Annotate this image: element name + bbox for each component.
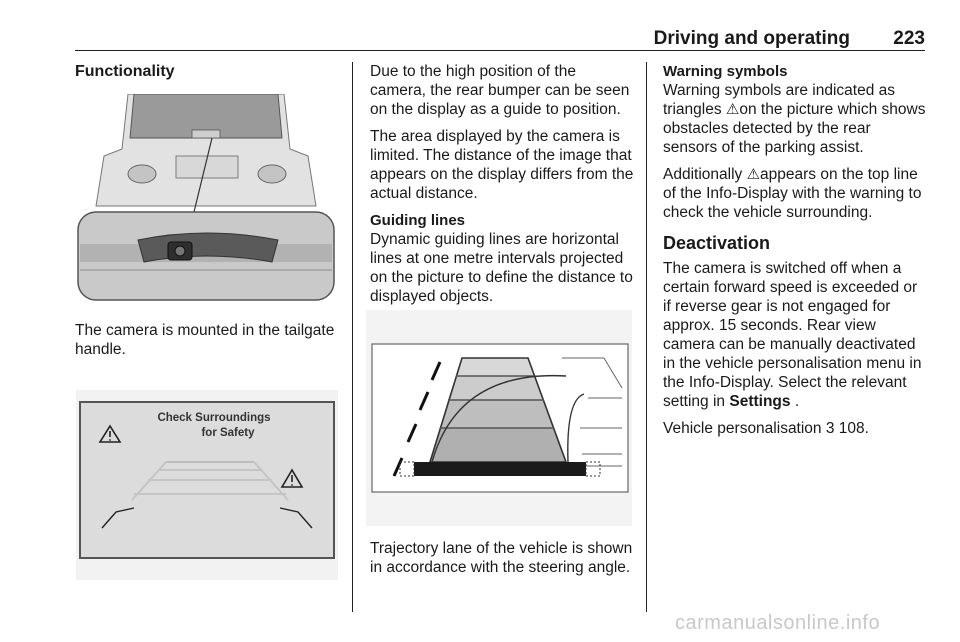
column-1 bbox=[75, 62, 345, 87]
header-rule bbox=[75, 50, 925, 51]
crossref-paragraph: Vehicle personalisation 3 108. bbox=[663, 420, 869, 437]
column-divider-2 bbox=[646, 62, 647, 612]
guiding-lines-heading: Guiding lines bbox=[370, 212, 466, 229]
display-warning-figure bbox=[76, 390, 338, 580]
page-number: 223 bbox=[893, 28, 925, 49]
warning-symbols-paragraph: Warning symbols are indicated as triangles ⚠on the picture which shows obstacles detected by the rear sensors of the parking assist. bbox=[663, 82, 926, 156]
column-2 bbox=[370, 62, 636, 314]
column-1-caption bbox=[75, 321, 345, 367]
trajectory-caption: Trajectory lane of the vehicle is shown in accordance with the steering angle. bbox=[370, 540, 633, 576]
settings-label: Settings bbox=[729, 393, 791, 410]
bumper-paragraph: Due to the high position of the camera, the rear bumper can be seen on the display as a guide to position. bbox=[370, 63, 630, 118]
screen-line-2: for Safety bbox=[201, 427, 255, 439]
deactivation-paragraph: The camera is switched off when a certain forward speed is exceeded or if reverse gear is not engaged for approx. 15 seconds. Rear view camera can be manually deactivated in the vehicle personalisation menu in the Info-Display. Select the relevant setting in Settings . bbox=[663, 260, 922, 410]
header-title: Driving and operating bbox=[653, 28, 850, 49]
guiding-lines-paragraph: Dynamic guiding lines are horizontal lines at one metre intervals projected on the picture to define the distance to displayed objects. bbox=[370, 231, 633, 305]
column-2-caption bbox=[370, 539, 636, 585]
warning-triangle-icon: ⚠ bbox=[746, 166, 761, 183]
crossref-link[interactable]: 108. bbox=[838, 420, 869, 437]
tailgate-camera-figure bbox=[76, 94, 338, 306]
watermark: carmanualsonline.info bbox=[675, 612, 881, 634]
camera-mount-caption: The camera is mounted in the tailgate handle. bbox=[75, 322, 335, 358]
screen-line-1: Check Surroundings bbox=[157, 412, 271, 424]
warning-triangle-icon: ⚠ bbox=[725, 101, 740, 118]
page-header bbox=[75, 28, 925, 50]
deactivation-heading: Deactivation bbox=[663, 233, 771, 253]
additionally-paragraph: Additionally ⚠appears on the top line of the Info-Display with the warning to check the vehicle surrounding. bbox=[663, 166, 922, 221]
trajectory-lane-figure bbox=[366, 310, 632, 526]
area-paragraph: The area displayed by the camera is limited. The distance of the image that appears on the display differs from the actual distance. bbox=[370, 128, 634, 202]
column-3 bbox=[663, 62, 929, 446]
column-divider-1 bbox=[352, 62, 353, 612]
crossref-arrow-icon: 3 bbox=[825, 420, 835, 437]
functionality-heading: Functionality bbox=[75, 63, 175, 80]
warning-symbols-heading: Warning symbols bbox=[663, 63, 788, 80]
